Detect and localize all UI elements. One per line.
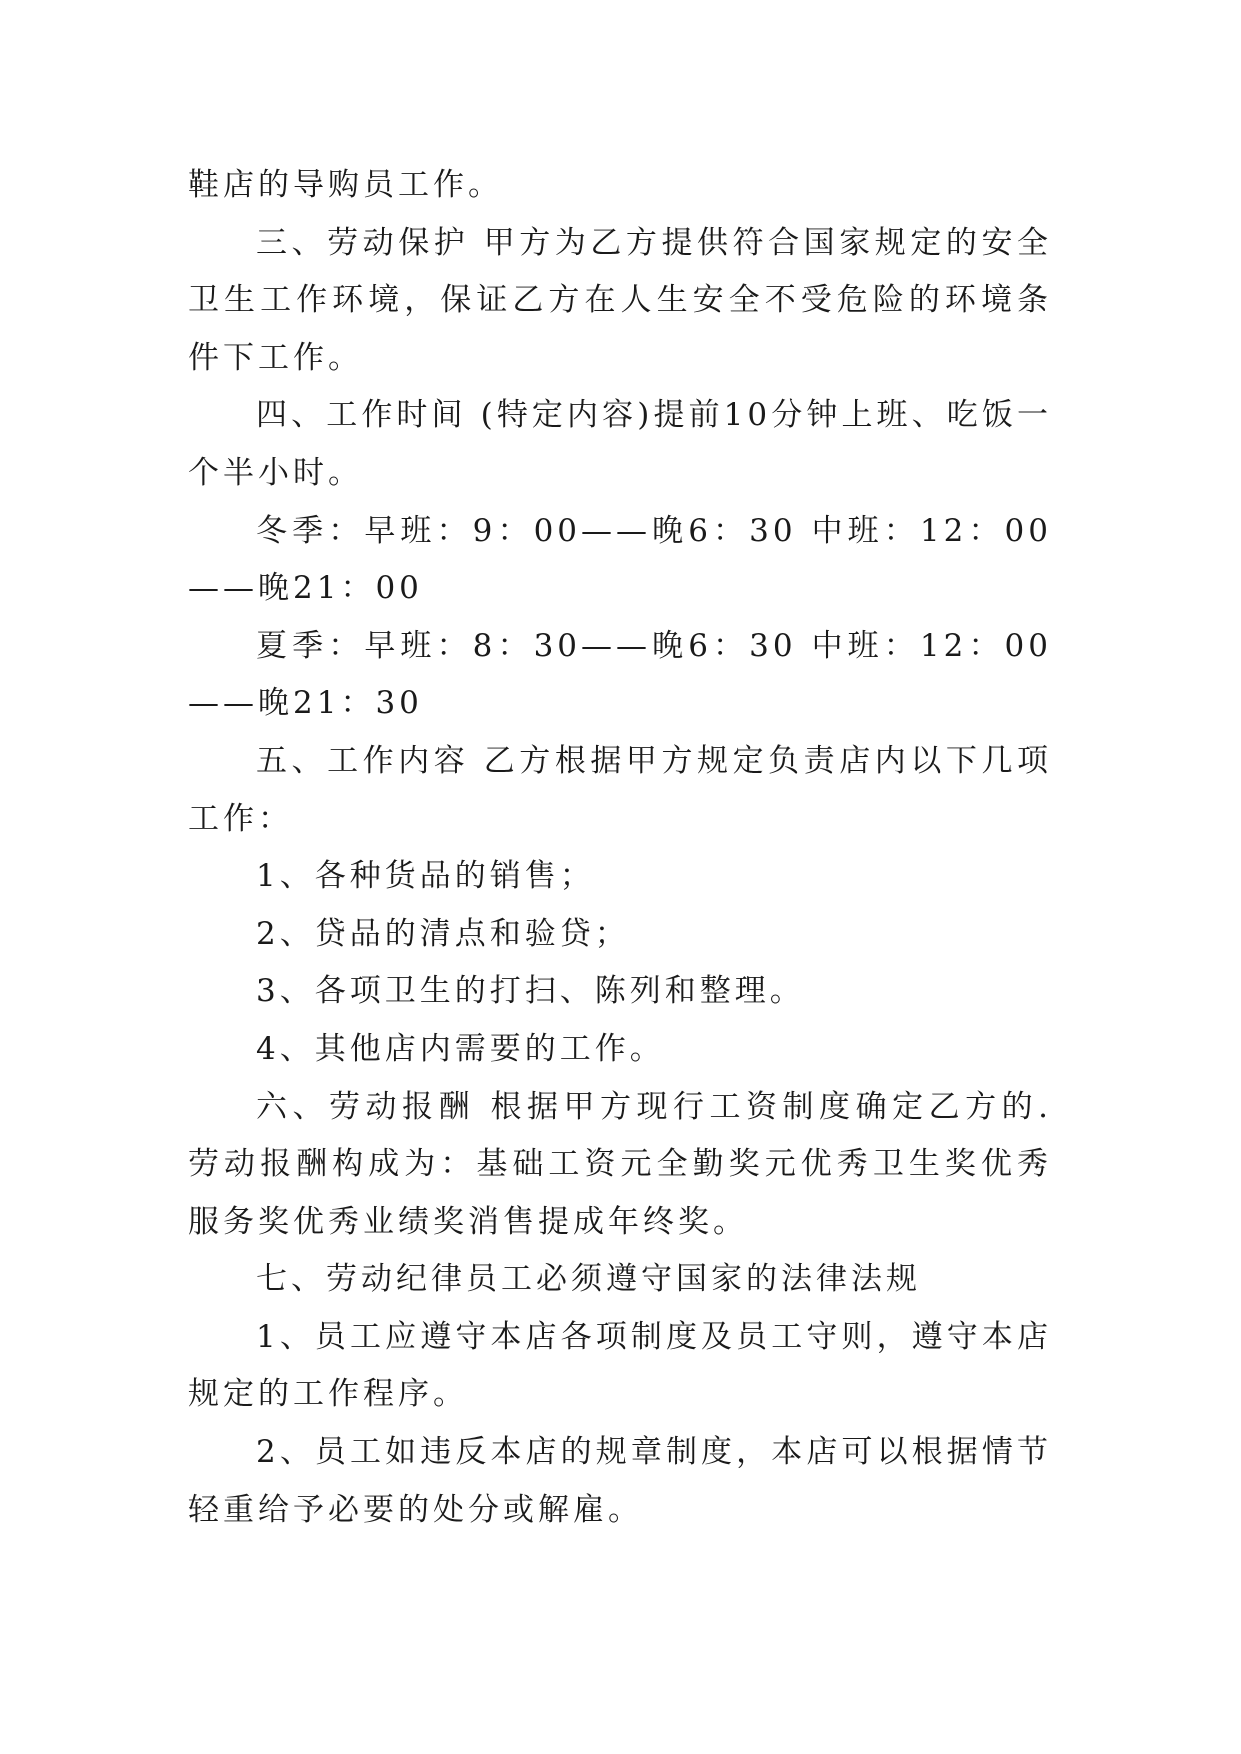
paragraph-remuneration: 六、劳动报酬 根据甲方现行工资制度确定乙方的.劳动报酬构成为：基础工资元全勤奖元优秀卫生奖优秀服务奖优秀业绩奖消售提成年终奖。 bbox=[188, 1088, 1052, 1240]
paragraph-summer-schedule: 夏季：早班：8：30——晚6：30 中班：12：00——晚21：30 bbox=[188, 627, 1052, 722]
list-item-cleaning: 3、各项卫生的打扫、陈列和整理。 bbox=[256, 973, 805, 1010]
paragraph-winter-schedule: 冬季：早班：9：00——晚6：30 中班：12：00——晚21：00 bbox=[188, 512, 1052, 607]
list-item-other-work: 4、其他店内需要的工作。 bbox=[256, 1030, 665, 1067]
document-body bbox=[188, 157, 1052, 1539]
discipline-item-rules: 1、员工应遵守本店各项制度及员工守则，遵守本店规定的工作程序。 bbox=[188, 1318, 1052, 1413]
paragraph-labor-protection: 三、劳动保护 甲方为乙方提供符合国家规定的安全卫生工作环境，保证乙方在人生安全不受危险的环境条件下工作。 bbox=[188, 224, 1052, 376]
paragraph-work-content: 五、工作内容 乙方根据甲方规定负责店内以下几项工作： bbox=[188, 742, 1052, 837]
paragraph-labor-discipline: 七、劳动纪律员工必须遵守国家的法律法规 bbox=[256, 1261, 921, 1298]
paragraph-working-hours: 四、工作时间 (特定内容)提前10分钟上班、吃饭一个半小时。 bbox=[188, 397, 1052, 491]
discipline-item-violation: 2、员工如违反本店的规章制度，本店可以根据情节轻重给予必要的处分或解雇。 bbox=[188, 1434, 1052, 1528]
paragraph-continuation: 鞋店的导购员工作。 bbox=[188, 167, 503, 203]
list-item-sales: 1、各种货品的销售； bbox=[256, 858, 595, 895]
list-item-inventory: 2、贷品的清点和验贷； bbox=[256, 915, 630, 952]
